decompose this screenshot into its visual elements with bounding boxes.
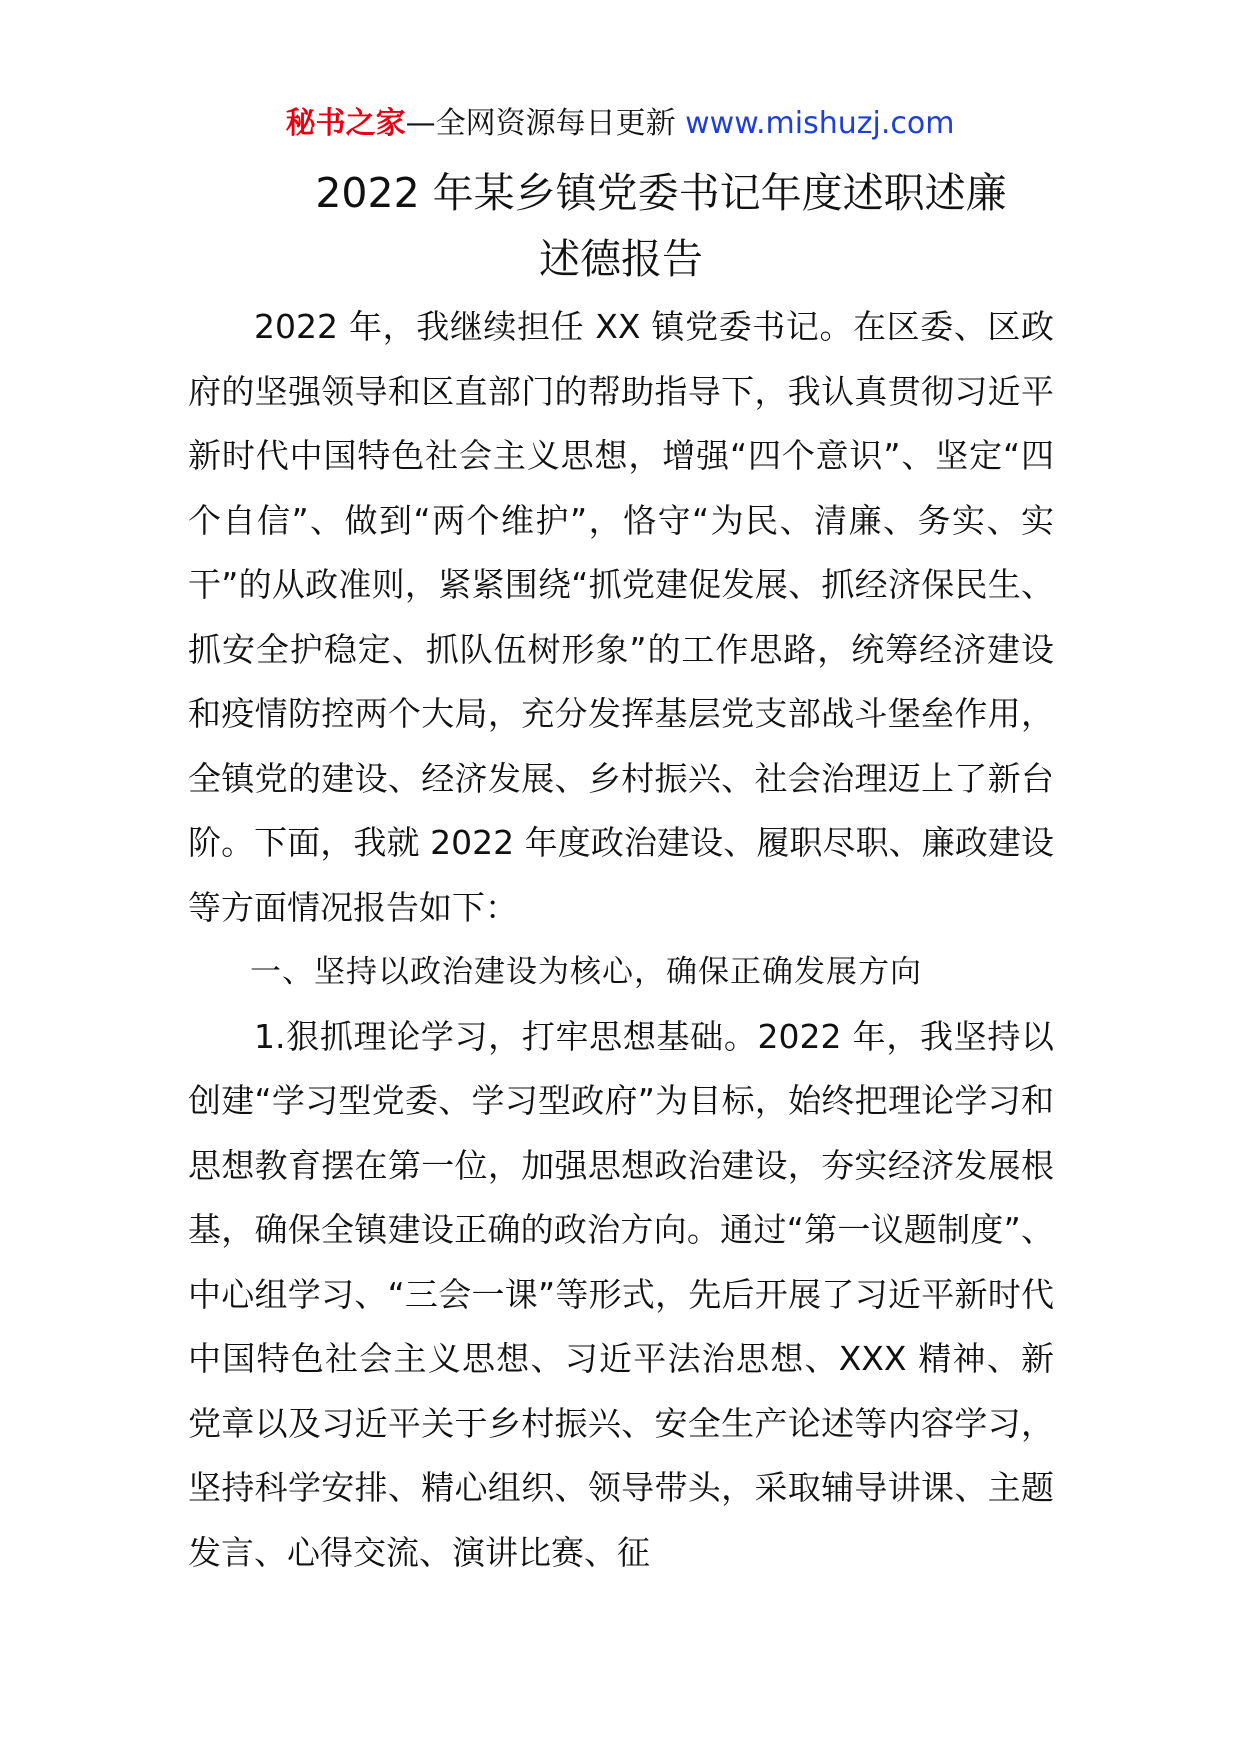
body-paragraph: 2022 年，我继续担任 XX 镇党委书记。在区委、区政府的坚强领导和区直部门的帮助指导下，我认真贯彻习近平新时代中国特色社会主义思想，增强“四个意识”、坚定“四个自信”、做到“两个维护”，恪守“为民、清廉、务实、实干”的从政准则，紧紧围绕“抓党建促发展、抓经济保民生、抓安全护稳定、抓队伍树形象”的工作思路，统筹经济建设和疫情防控两个大局，充分发挥基层党支部战斗堡垒作用，全镇党的建设、经济发展、乡村振兴、社会治理迈上了新台阶。下面，我就 2022 年度政治建设、履职尽职、廉政建设等方面情况报告如下：: [188, 307, 1054, 927]
document-title: [188, 160, 1054, 292]
site-header: [0, 100, 1240, 148]
site-url-link[interactable]: www.mishuzj.com: [685, 106, 955, 141]
section-heading: 一、坚持以政治建设为核心，确保正确发展方向: [250, 954, 922, 990]
title-line-2: 述德报告: [539, 235, 703, 283]
title-line-1: 2022 年某乡镇党委书记年度述职述廉: [315, 169, 1007, 217]
brand-name: 秘书之家: [285, 106, 406, 141]
document-body: [188, 295, 1054, 1585]
body-paragraph: 1.狠抓理论学习，打牢思想基础。2022 年，我坚持以创建“学习型党委、学习型政府”为目标，始终把理论学习和思想教育摆在第一位，加强思想政治建设，夯实经济发展根基，确保全镇建设正确的政治方向。通过“第一议题制度”、中心组学习、“三会一课”等形式，先后开展了习近平新时代中国特色社会主义思想、习近平法治思想、XXX 精神、新党章以及习近平关于乡村振兴、安全生产论述等内容学习，坚持科学安排、精心组织、领导带头，采取辅导讲课、主题发言、心得交流、演讲比赛、征: [188, 1016, 1054, 1572]
header-tagline: —全网资源每日更新: [405, 106, 676, 141]
